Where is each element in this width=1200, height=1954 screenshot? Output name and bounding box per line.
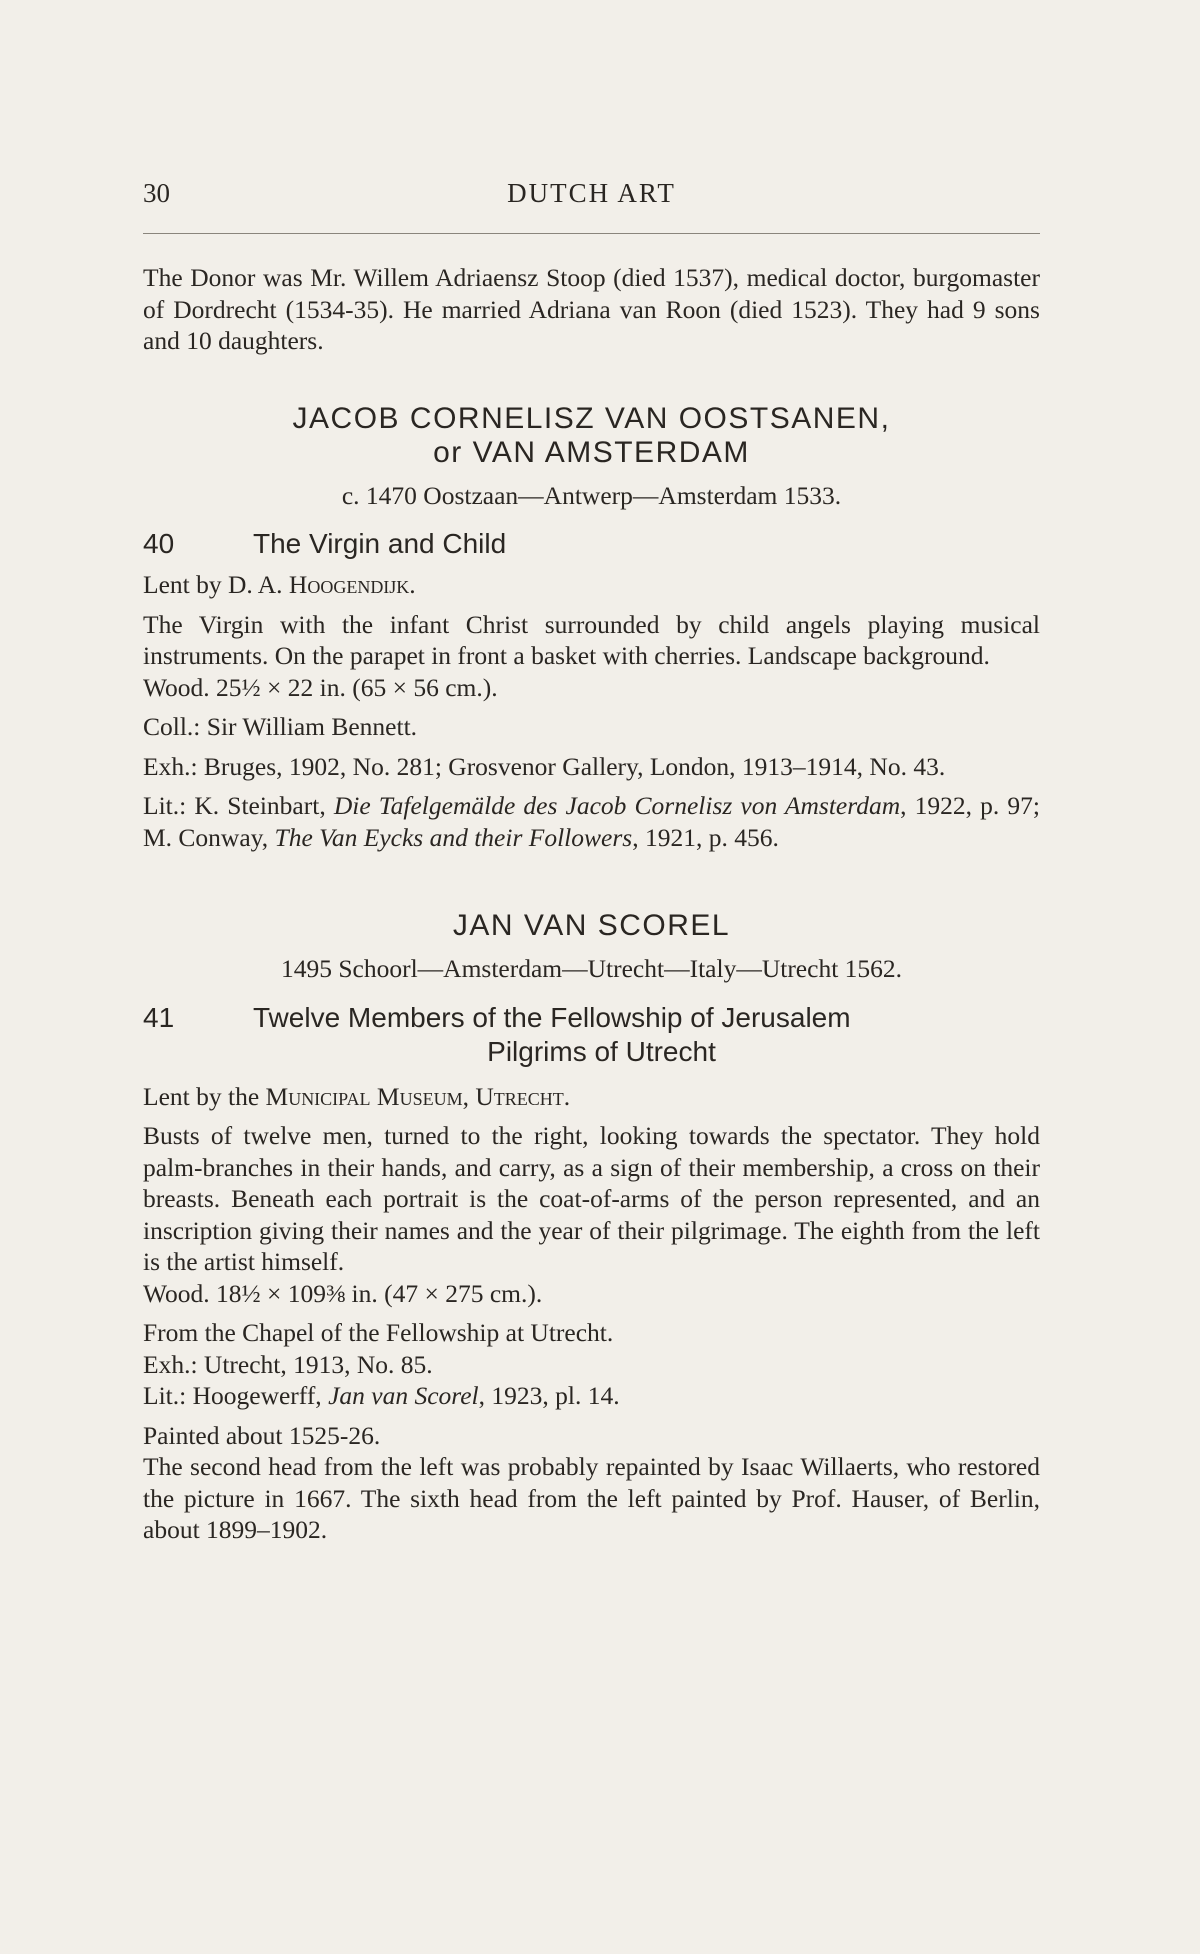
artist-heading-1 [143,402,1040,470]
entry-exhibition: Exh.: Utrecht, 1913, No. 85. [143,1349,433,1379]
entry-collection: Coll.: Sir William Bennett. [143,712,418,741]
entry-description: Busts of twelve men, turned to the right, looking towards the spectator. They hold palm-branches in their hands, and carry, as a sign of their membership, a cross on their breasts. Beneath each portrait is the coat-of-arms of the person represented, and an inscription giving their names and the year of their pilgrimage. The eighth from the left is the artist himself. [143,1121,1040,1276]
lit-part: Lit.: K. Steinbart, [143,791,334,820]
lit-title: Jan van Scorel [328,1381,479,1410]
entry-painted-date: Painted about 1525-26. [143,1420,381,1450]
entry-title: The Virgin and Child [253,528,507,559]
page-body [143,262,1040,1546]
entry-note: The second head from the left was probably repainted by Isaac Willaerts, who restored the picture in 1667. The sixth head from the left painted by Prof. Hauser, of Berlin, about 1899–1902. [143,1452,1040,1544]
header-rule [143,233,1040,234]
entry-literature [143,790,1040,853]
artist-dates-2: 1495 Schoorl—Amsterdam—Utrecht—Italy—Utrecht 1562. [280,954,903,983]
page-number: 30 [143,178,170,208]
artist-heading-1-line2: or VAN AMSTERDAM [433,435,750,469]
entry-title-line2: Pilgrims of Utrecht [487,1035,716,1067]
lender-name: Hoogendijk. [288,570,416,599]
artist-dates-1: c. 1470 Oostzaan—Antwerp—Amsterdam 1533. [341,480,842,510]
lender-name: Municipal Museum, Utrecht. [265,1081,571,1111]
entry-medium: Wood. 18½ × 109⅜ in. (47 × 275 cm.). [143,1278,543,1308]
lent-prefix: Lent by the [143,1081,266,1111]
entry-exhibition: Exh.: Bruges, 1902, No. 281; Grosvenor Gallery, London, 1913–1914, No. 43. [143,751,946,781]
page-header [143,178,1040,218]
entry-provenance: From the Chapel of the Fellowship at Utrecht. [143,1318,614,1347]
intro-paragraph: The Donor was Mr. Willem Adriaensz Stoop (died 1537), medical doctor, burgomaster of Dordrecht (1534-35). He married Adriana van Roon (died 1523). They had 9 sons and 10 daughters. [143,263,1040,355]
artist-heading-1-line1: JACOB CORNELISZ VAN OOSTSANEN, [292,401,891,435]
entry-number: 41 [143,1001,175,1033]
entry-literature [143,1380,1040,1412]
entry-medium: Wood. 25½ × 22 in. (65 × 56 cm.). [143,672,498,702]
lent-by [143,1081,1040,1113]
entry-title [253,1001,1040,1069]
running-title: DUTCH ART [507,178,676,208]
entry-number: 40 [143,528,175,559]
lit-title: The Van Eycks and their Followers [274,822,633,852]
lent-prefix: Lent by D. A. [143,570,289,599]
entry-description: The Virgin with the infant Christ surrounded by child angels playing musical instruments. On the parapet in front a basket with cherries. Landscape background. [143,609,1040,670]
lit-title: Die Tafelgemälde des Jacob Cornelisz von Amsterdam [333,791,901,820]
lit-part: , 1921, p. 456. [632,822,779,852]
lit-part: Lit.: Hoogewerff, [143,1381,329,1410]
entry-title-line1: Twelve Members of the Fellowship of Jerusalem [253,1001,851,1033]
lit-part: , 1922, p. 97; M. Conway, [143,791,1040,852]
lit-part: , 1923, pl. 14. [478,1381,620,1410]
lent-by [143,569,1040,601]
entry-41-heading [143,1001,1040,1069]
artist-heading-2: JAN VAN SCOREL [452,909,731,942]
entry-40-heading [143,527,1040,561]
